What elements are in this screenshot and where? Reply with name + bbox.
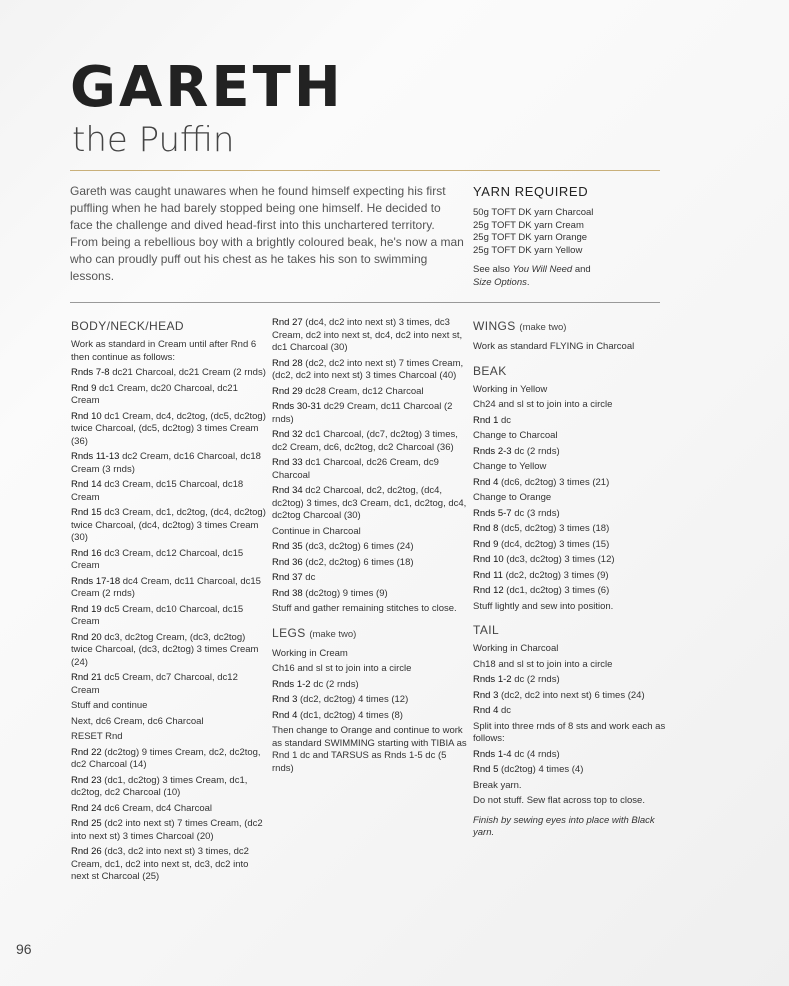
round-label: Rnd 33 [272, 457, 303, 468]
instruction-item [71, 632, 266, 670]
instruction-text: (dc3, dc2 into next st) 3 times, dc2 Cream, dc1, dc2 into next st, dc3, dc2 into next st Charcoal (25) [71, 846, 249, 882]
instruction-item [473, 570, 673, 583]
instruction-item [71, 576, 266, 601]
instruction-text: dc (3 rnds) [514, 507, 560, 519]
instruction-item [473, 384, 673, 397]
instruction-item [473, 415, 673, 428]
tail-heading: TAIL [473, 623, 500, 637]
instruction-item [272, 679, 467, 692]
instruction-text: dc2 Cream, dc16 Charcoal, dc18 Cream (3 rnds) [71, 451, 261, 475]
round-label: Rnd 36 [272, 556, 303, 568]
round-label: Rnds 7-8 [71, 367, 110, 378]
round-label: Rnd 22 [71, 746, 102, 758]
round-label: Rnd 20 [71, 631, 102, 643]
round-label: Rnd 25 [71, 818, 102, 829]
instruction-text: (dc2 into next st) 7 times Cream, (dc2 into next st) 3 times Charcoal (20) [71, 818, 263, 842]
yarn-note [473, 264, 673, 289]
instruction-item [473, 601, 673, 614]
column-middle [272, 317, 467, 778]
instruction-item [272, 526, 467, 539]
round-label: Rnd 4 [473, 705, 499, 716]
instruction-item [473, 523, 673, 536]
instruction-text: Do not stuff. Sew flat across top to close. [473, 795, 645, 806]
round-label: Rnds 5-7 [473, 507, 512, 519]
yarn-note-suffix: . [526, 276, 530, 288]
round-label: Rnd 32 [272, 429, 303, 440]
round-label: Rnd 28 [272, 357, 303, 369]
instruction-text: dc2 Charcoal, dc2, dc2tog, (dc4, dc2tog) 3 times, dc3 Cream, dc1, dc2tog, dc4, dc2tog Charcoal (30) [272, 485, 467, 521]
instruction-item [473, 492, 673, 505]
instruction-text: dc1 Cream, dc20 Charcoal, dc21 Cream [71, 382, 238, 406]
instruction-item [71, 672, 266, 697]
instruction-item [71, 367, 266, 380]
instruction-item [473, 659, 673, 672]
wings-list [473, 341, 673, 354]
instruction-text: dc5 Cream, dc7 Charcoal, dc12 Cream [71, 672, 238, 696]
instruction-text: Then change to Orange and continue to work as standard SWIMMING starting with TIBIA as Rnd 1 dc and TARSUS as Rnds 1-5 dc (5 rnds) [272, 725, 467, 774]
round-label: Rnds 30-31 [272, 401, 322, 412]
round-label: Rnds 1-2 [272, 678, 311, 690]
instruction-item [272, 429, 467, 454]
instruction-text: dc29 Cream, dc11 Charcoal (2 rnds) [272, 401, 453, 425]
instruction-text: dc (4 rnds) [514, 748, 560, 760]
instruction-text: (dc2, dc2tog) 3 times (9) [505, 569, 609, 581]
instruction-text: (dc3, dc2tog) 6 times (24) [305, 541, 414, 552]
round-label: Rnd 34 [272, 485, 303, 496]
yarn-note-prefix: See also [473, 264, 513, 275]
wings-heading-label: WINGS [473, 319, 516, 333]
instruction-item [473, 643, 673, 656]
instruction-text: dc1 Charcoal, (dc7, dc2tog) 3 times, dc2 Cream, dc6, dc2tog, dc2 Charcoal (36) [272, 429, 458, 453]
instruction-text: Break yarn. [473, 779, 522, 791]
yarn-item: 25g TOFT DK yarn Cream [473, 219, 584, 231]
instruction-text: dc (2 rnds) [514, 445, 560, 457]
instruction-text: Change to Charcoal [473, 430, 558, 441]
instruction-item [71, 846, 266, 884]
round-label: Rnd 3 [272, 694, 298, 705]
instruction-text: (dc1, dc2tog) 3 times (6) [506, 585, 610, 596]
instruction-text: (dc2tog) 9 times (9) [305, 587, 388, 599]
instruction-item [473, 554, 673, 567]
instruction-text: Working in Yellow [473, 383, 548, 395]
body-list [71, 339, 266, 884]
yarn-item: 25g TOFT DK yarn Yellow [473, 244, 583, 256]
legs-heading-note: (make two) [309, 628, 357, 640]
instruction-text: dc3 Cream, dc15 Charcoal, dc18 Cream [71, 479, 244, 503]
instruction-text: Split into three rnds of 8 sts and work each as follows: [473, 720, 666, 744]
instruction-item [71, 479, 266, 504]
page-subtitle: the Puffin [72, 120, 235, 160]
instruction-item [473, 461, 673, 474]
instruction-text: Stuff and continue [71, 700, 148, 711]
page-title: GARETH [70, 55, 344, 120]
instruction-text: Change to Yellow [473, 461, 547, 472]
column-right [473, 319, 673, 843]
instruction-text: (dc2tog) 4 times (4) [501, 764, 584, 775]
instruction-text: (dc2tog) 9 times Cream, dc2, dc2tog, dc2 Charcoal (14) [71, 746, 261, 770]
round-label: Rnd 27 [272, 317, 303, 328]
instruction-item [272, 401, 467, 426]
size-options-ref: Size Options [473, 276, 527, 288]
instruction-text: dc3 Cream, dc12 Charcoal, dc15 Cream [71, 547, 244, 571]
instruction-text: (dc1, dc2tog) 4 times (8) [300, 709, 403, 721]
instruction-text: (dc2, dc2 into next st) 6 times (24) [501, 689, 645, 701]
round-label: Rnd 19 [71, 603, 102, 615]
beak-list [473, 384, 673, 614]
instruction-item [71, 339, 266, 364]
yarn-item: 50g TOFT DK yarn Charcoal [473, 207, 594, 218]
instruction-text: Next, dc6 Cream, dc6 Charcoal [71, 715, 204, 727]
instruction-text: Ch18 and sl st to join into a circle [473, 658, 613, 670]
instruction-item [71, 747, 266, 772]
instruction-text: (dc6, dc2tog) 3 times (21) [501, 476, 610, 488]
instruction-text: dc1 Charcoal, dc26 Cream, dc9 Charcoal [272, 457, 439, 481]
instruction-item [71, 700, 266, 713]
round-label: Rnd 16 [71, 547, 102, 559]
instruction-item [473, 341, 673, 354]
instruction-item [71, 803, 266, 816]
round-label: Rnd 21 [71, 672, 102, 683]
round-label: Rnd 26 [71, 846, 102, 857]
instruction-item [272, 663, 467, 676]
instruction-item [272, 694, 467, 707]
instruction-item [272, 485, 467, 523]
yarn-note-mid: and [572, 264, 591, 275]
round-label: Rnd 4 [473, 476, 499, 488]
round-label: Rnd 9 [71, 382, 97, 394]
round-label: Rnd 9 [473, 538, 499, 550]
instruction-text: dc (2 rnds) [313, 678, 359, 690]
round-label: Rnds 1-4 [473, 748, 512, 760]
round-label: Rnd 15 [71, 507, 102, 518]
round-label: Rnds 17-18 [71, 575, 121, 587]
instruction-item [71, 716, 266, 729]
intro-paragraph: Gareth was caught unawares when he found himself expecting his first puffling when he had barely stopped being one himself. He decided to face the challenge and dived head-first into this unchartered territory. From being a rebellious boy with a brightly coloured beak, he's now a man who can proudly puff out his chest as he takes his son to swimming lessons. [70, 184, 464, 283]
instruction-item [473, 749, 673, 762]
round-label: Rnd 35 [272, 541, 303, 552]
instruction-text: (dc2, dc2tog) 6 times (18) [305, 556, 414, 568]
instruction-item [71, 548, 266, 573]
round-label: Rnd 5 [473, 764, 499, 775]
legs-heading [272, 626, 467, 642]
instruction-item [272, 557, 467, 570]
instruction-text: Working in Cream [272, 647, 348, 659]
instruction-item [272, 572, 467, 585]
instruction-text: Stuff lightly and sew into position. [473, 600, 614, 612]
instruction-text: dc (2 rnds) [514, 674, 560, 685]
instruction-item [473, 446, 673, 459]
instruction-item [473, 690, 673, 703]
body-heading: BODY/NECK/HEAD [71, 319, 184, 333]
instruction-item [272, 648, 467, 661]
instruction-item [272, 710, 467, 723]
round-label: Rnd 29 [272, 385, 303, 397]
round-label: Rnd 37 [272, 572, 303, 583]
title-divider [70, 170, 660, 171]
instruction-text: (dc4, dc2 into next st) 3 times, dc3 Cream, dc2 into next st, dc4, dc2 into next st, dc1 Charcoal (30) [272, 317, 463, 353]
instruction-item [473, 795, 673, 808]
round-label: Rnd 38 [272, 587, 303, 599]
round-label: Rnd 23 [71, 774, 102, 786]
instruction-item [473, 508, 673, 521]
instruction-text: dc6 Cream, dc4 Charcoal [104, 802, 212, 814]
section-divider [70, 302, 660, 303]
instruction-text: (dc1, dc2tog) 3 times Cream, dc1, dc2tog, dc2 Charcoal (10) [71, 774, 248, 798]
instruction-text: (dc2, dc2tog) 4 times (12) [300, 694, 409, 705]
round-label: Rnd 24 [71, 802, 102, 814]
instruction-item [71, 731, 266, 744]
legs-list [272, 648, 467, 776]
instruction-text: Change to Orange [473, 492, 552, 503]
instruction-item [473, 674, 673, 687]
instruction-item [71, 411, 266, 449]
instruction-item [272, 386, 467, 399]
instruction-text: dc4 Cream, dc11 Charcoal, dc15 Cream (2 rnds) [71, 575, 261, 599]
round-label: Rnd 4 [272, 709, 298, 721]
round-label: Rnd 10 [71, 410, 102, 422]
instruction-item [272, 457, 467, 482]
instruction-item [473, 477, 673, 490]
round-label: Rnds 2-3 [473, 445, 512, 457]
instruction-text: Ch16 and sl st to join into a circle [272, 663, 412, 674]
instruction-text: (dc3, dc2tog) 3 times (12) [506, 554, 615, 565]
round-label: Rnd 1 [473, 414, 499, 426]
round-label: Rnds 1-2 [473, 674, 512, 685]
wings-heading-note: (make two) [519, 322, 567, 333]
instruction-text: dc [501, 705, 512, 716]
instruction-text: dc3 Cream, dc1, dc2tog, (dc4, dc2tog) twice Charcoal, (dc4, dc2tog) 3 times Cream (30) [71, 507, 266, 543]
round-label: Rnd 3 [473, 689, 499, 701]
instruction-item [473, 539, 673, 552]
instruction-item [473, 780, 673, 793]
instruction-text: Working in Charcoal [473, 643, 559, 654]
you-will-need-ref: You Will Need [512, 264, 573, 275]
instruction-text: (dc2, dc2 into next st) 7 times Cream, (dc2, dc2 into next st) 3 times Charcoal (40) [272, 357, 464, 381]
instruction-text: Work as standard in Cream until after Rnd 6 then continue as follows: [71, 339, 257, 363]
body-continued-list [272, 317, 467, 616]
legs-heading-label: LEGS [272, 625, 306, 640]
instruction-item [71, 451, 266, 476]
instruction-item [473, 585, 673, 598]
instruction-text: dc [305, 572, 316, 583]
instruction-text: dc28 Cream, dc12 Charcoal [305, 385, 424, 397]
round-label: Rnd 10 [473, 554, 504, 565]
instruction-item [272, 358, 467, 383]
instruction-text: dc3, dc2tog Cream, (dc3, dc2tog) twice Charcoal, (dc3, dc2tog) 3 times Cream (24) [71, 631, 259, 668]
closing-note: Finish by sewing eyes into place with Black yarn. [473, 814, 655, 838]
round-label: Rnd 11 [473, 569, 503, 581]
yarn-required-box [473, 184, 673, 289]
tail-list [473, 643, 673, 808]
yarn-item: 25g TOFT DK yarn Orange [473, 232, 588, 243]
instruction-item [272, 588, 467, 601]
instruction-item [71, 818, 266, 843]
instruction-text: dc1 Cream, dc4, dc2tog, (dc5, dc2tog) twice Charcoal, (dc5, dc2tog) 3 times Cream (36) [71, 410, 266, 447]
instruction-item [71, 775, 266, 800]
round-label: Rnd 12 [473, 585, 504, 596]
instruction-item [473, 399, 673, 412]
instruction-item [272, 541, 467, 554]
instruction-item [473, 705, 673, 718]
page-number: 96 [16, 941, 32, 957]
instruction-text: dc21 Charcoal, dc21 Cream (2 rnds) [112, 367, 266, 378]
instruction-item [272, 603, 467, 616]
instruction-text: (dc4, dc2tog) 3 times (15) [501, 538, 610, 550]
instruction-item [71, 383, 266, 408]
instruction-text: Ch24 and sl st to join into a circle [473, 399, 613, 410]
instruction-item [473, 764, 673, 777]
instruction-item [71, 507, 266, 545]
yarn-list [473, 207, 673, 257]
round-label: Rnds 11-13 [71, 451, 120, 462]
instruction-text: (dc5, dc2tog) 3 times (18) [501, 523, 610, 534]
wings-heading [473, 319, 673, 335]
column-body [71, 319, 266, 887]
instruction-item [272, 317, 467, 355]
instruction-item [473, 721, 673, 746]
instruction-text: dc5 Cream, dc10 Charcoal, dc15 Cream [71, 603, 244, 627]
instruction-item [272, 725, 467, 775]
instruction-text: dc [501, 414, 512, 426]
instruction-text: Stuff and gather remaining stitches to close. [272, 603, 457, 614]
instruction-text: RESET Rnd [71, 731, 123, 742]
round-label: Rnd 14 [71, 479, 102, 490]
round-label: Rnd 8 [473, 523, 499, 534]
yarn-heading: YARN REQUIRED [473, 184, 589, 199]
instruction-text: Continue in Charcoal [272, 525, 361, 537]
beak-heading: BEAK [473, 363, 507, 378]
instruction-item [473, 430, 673, 443]
instruction-item [71, 604, 266, 629]
instruction-text: Work as standard FLYING in Charcoal [473, 341, 635, 352]
